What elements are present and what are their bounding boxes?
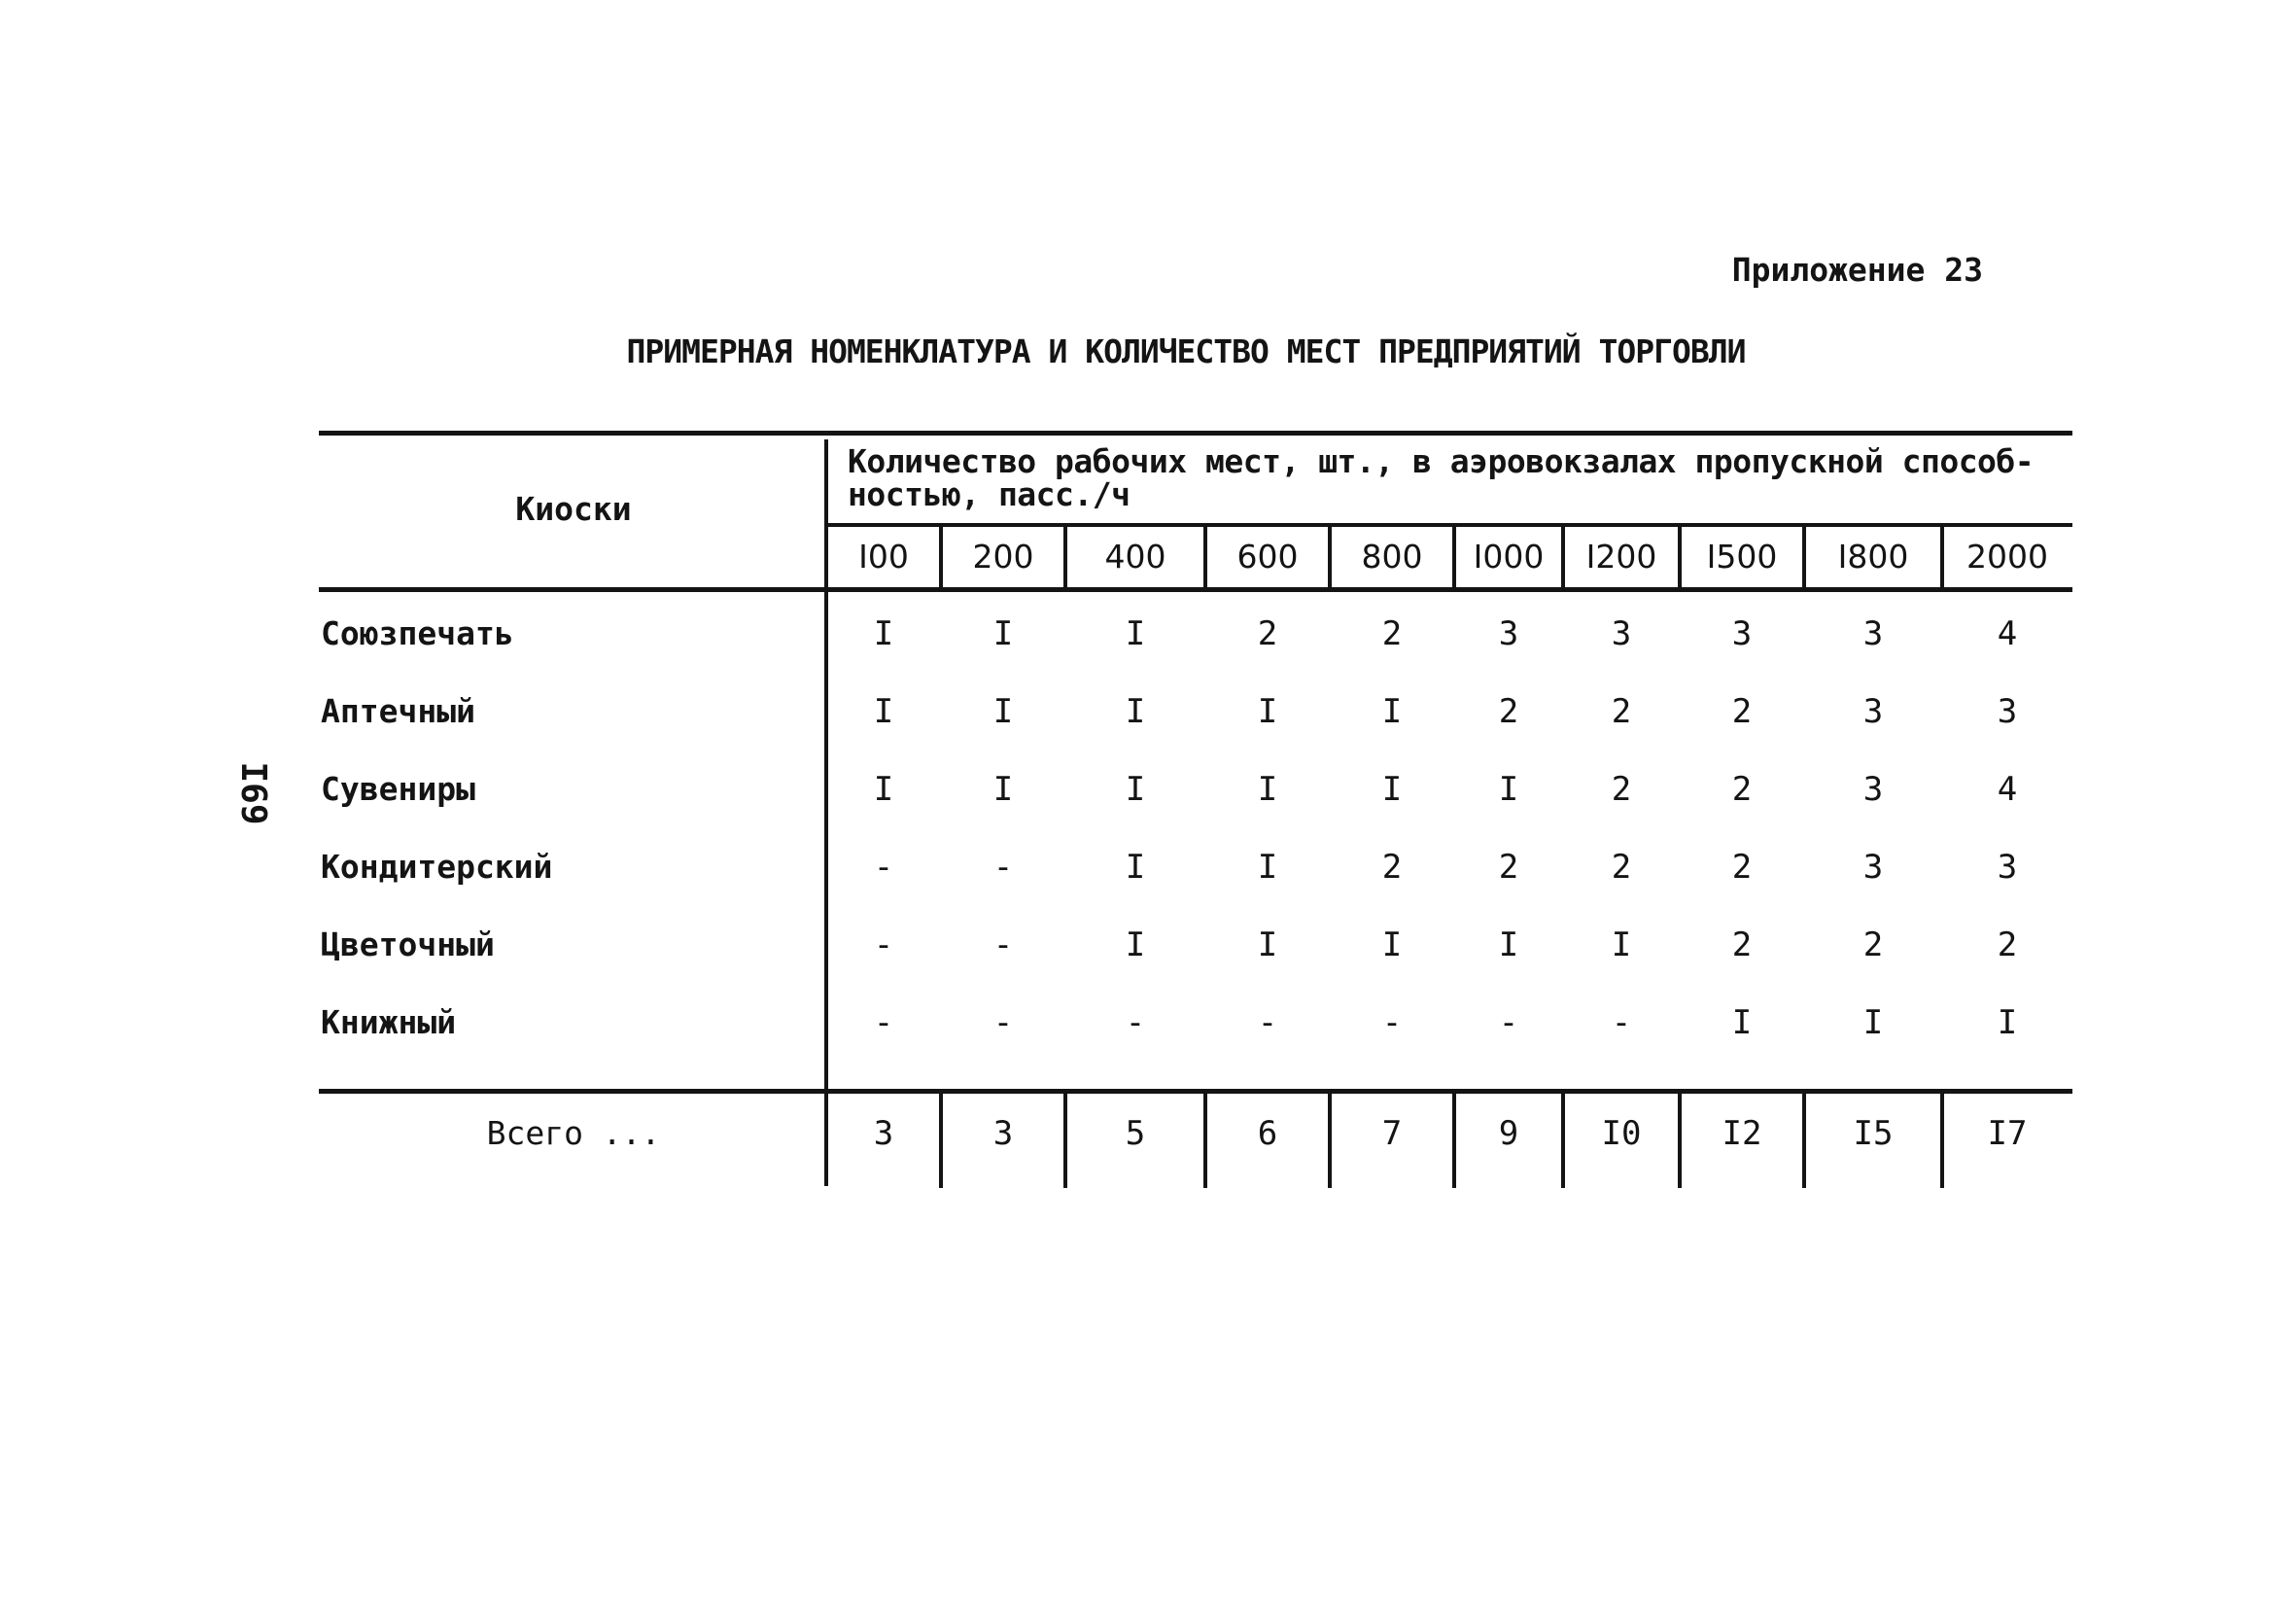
table-cell: - (992, 926, 1014, 964)
table-top-rule (319, 431, 2072, 436)
table-cell: 4 (1997, 614, 2018, 653)
table-cell: I (1125, 614, 1146, 653)
table-cell: I (1257, 770, 1278, 809)
document-title: ПРИМЕРНАЯ НОМЕНКЛАТУРА И КОЛИЧЕСТВО МЕСТ ПРЕДПРИЯТИЙ ТОРГОВЛИ (626, 332, 1746, 370)
total-cell: 3 (992, 1114, 1014, 1153)
total-cell: I5 (1853, 1114, 1894, 1153)
table-cell: 3 (1862, 692, 1884, 731)
table-cell: - (1125, 1003, 1146, 1042)
table-cell: 3 (1997, 848, 2018, 887)
table-cell: 4 (1997, 770, 2018, 809)
table-cell: 2 (1731, 848, 1753, 887)
table-cell: I (1125, 770, 1146, 809)
column-header: I500 (1706, 538, 1778, 576)
column-header: 2000 (1966, 538, 2048, 576)
spanning-header (848, 442, 2053, 513)
table-cell: 3 (1731, 614, 1753, 653)
table-cell: 2 (1731, 926, 1753, 964)
table-cell: - (992, 1003, 1014, 1042)
table-cell: - (1611, 1003, 1632, 1042)
row-label: Союзпечать (321, 614, 514, 652)
table-cell: 2 (1611, 770, 1632, 809)
table-cell: 2 (1731, 692, 1753, 731)
row-label: Сувениры (321, 770, 475, 808)
table-cell: - (1381, 1003, 1403, 1042)
column-header: 800 (1361, 538, 1423, 576)
table-cell: - (873, 1003, 894, 1042)
row-label: Книжный (321, 1003, 457, 1041)
table-cell: - (873, 926, 894, 964)
table-cell: I (1611, 926, 1632, 964)
column-header: 400 (1104, 538, 1166, 576)
table-cell: 3 (1862, 848, 1884, 887)
row-label: Кондитерский (321, 848, 553, 886)
column-header: I800 (1837, 538, 1909, 576)
table-cell: I (1125, 926, 1146, 964)
total-cell: 9 (1498, 1114, 1519, 1153)
total-cell: I0 (1601, 1114, 1642, 1153)
table-cell: I (1381, 770, 1403, 809)
table-cell: 3 (1862, 614, 1884, 653)
table-cell: I (1381, 926, 1403, 964)
header-bottom-rule (319, 587, 2072, 592)
table-cell: I (873, 692, 894, 731)
corner-header: Киоски (515, 490, 632, 528)
table-cell: - (1498, 1003, 1519, 1042)
total-label: Всего ... (486, 1114, 661, 1152)
table-cell: 2 (1862, 926, 1884, 964)
appendix-label: Приложение 23 (1731, 251, 1983, 289)
total-cell: 5 (1125, 1114, 1146, 1153)
table-cell: I (992, 770, 1014, 809)
table-cell: I (1498, 926, 1519, 964)
spanning-header-line-1: Количество рабочих мест, шт., в аэровокзалах пропускной способ- (848, 442, 2035, 480)
table-cell: - (873, 848, 894, 887)
table-cell: I (1381, 692, 1403, 731)
spanning-header-line-2: ностью, пасс./ч (848, 475, 1131, 513)
table-cell: I (1862, 1003, 1884, 1042)
page-number: I69 (233, 761, 273, 825)
table-cell: 2 (1498, 848, 1519, 887)
table-cell: 3 (1611, 614, 1632, 653)
table-cell: I (1257, 926, 1278, 964)
table-cell: I (873, 770, 894, 809)
total-cell: I2 (1722, 1114, 1762, 1153)
table-cell: 3 (1997, 692, 2018, 731)
table-cell: 2 (1611, 692, 1632, 731)
column-header: 600 (1236, 538, 1299, 576)
column-header: 200 (972, 538, 1034, 576)
table-cell: 2 (1381, 848, 1403, 887)
total-top-rule (319, 1089, 2072, 1094)
table-cell: I (1731, 1003, 1753, 1042)
table-cell: 2 (1997, 926, 2018, 964)
table-cell: I (1498, 770, 1519, 809)
table-cell: 3 (1862, 770, 1884, 809)
table-cell: I (1257, 848, 1278, 887)
total-cell: 6 (1257, 1114, 1278, 1153)
table-cell: - (992, 848, 1014, 887)
total-cell: 3 (873, 1114, 894, 1153)
table-cell: 2 (1381, 614, 1403, 653)
table-cell: 2 (1731, 770, 1753, 809)
table-cell: - (1257, 1003, 1278, 1042)
table-cell: 2 (1611, 848, 1632, 887)
table-cell: I (1125, 692, 1146, 731)
table-cell: I (1125, 848, 1146, 887)
total-cell: I7 (1987, 1114, 2028, 1153)
table-cell: I (992, 614, 1014, 653)
table-cell: I (1257, 692, 1278, 731)
column-header-rule (828, 523, 2072, 527)
column-header: I000 (1473, 538, 1545, 576)
column-header: I00 (858, 538, 909, 576)
table-cell: 2 (1257, 614, 1278, 653)
column-header: I200 (1585, 538, 1657, 576)
row-label: Цветочный (321, 926, 495, 963)
table-cell: 3 (1498, 614, 1519, 653)
total-cell: 7 (1381, 1114, 1403, 1153)
table-cell: I (992, 692, 1014, 731)
table-cell: 2 (1498, 692, 1519, 731)
table-cell: I (873, 614, 894, 653)
table-cell: I (1997, 1003, 2018, 1042)
row-label: Аптечный (321, 692, 475, 730)
